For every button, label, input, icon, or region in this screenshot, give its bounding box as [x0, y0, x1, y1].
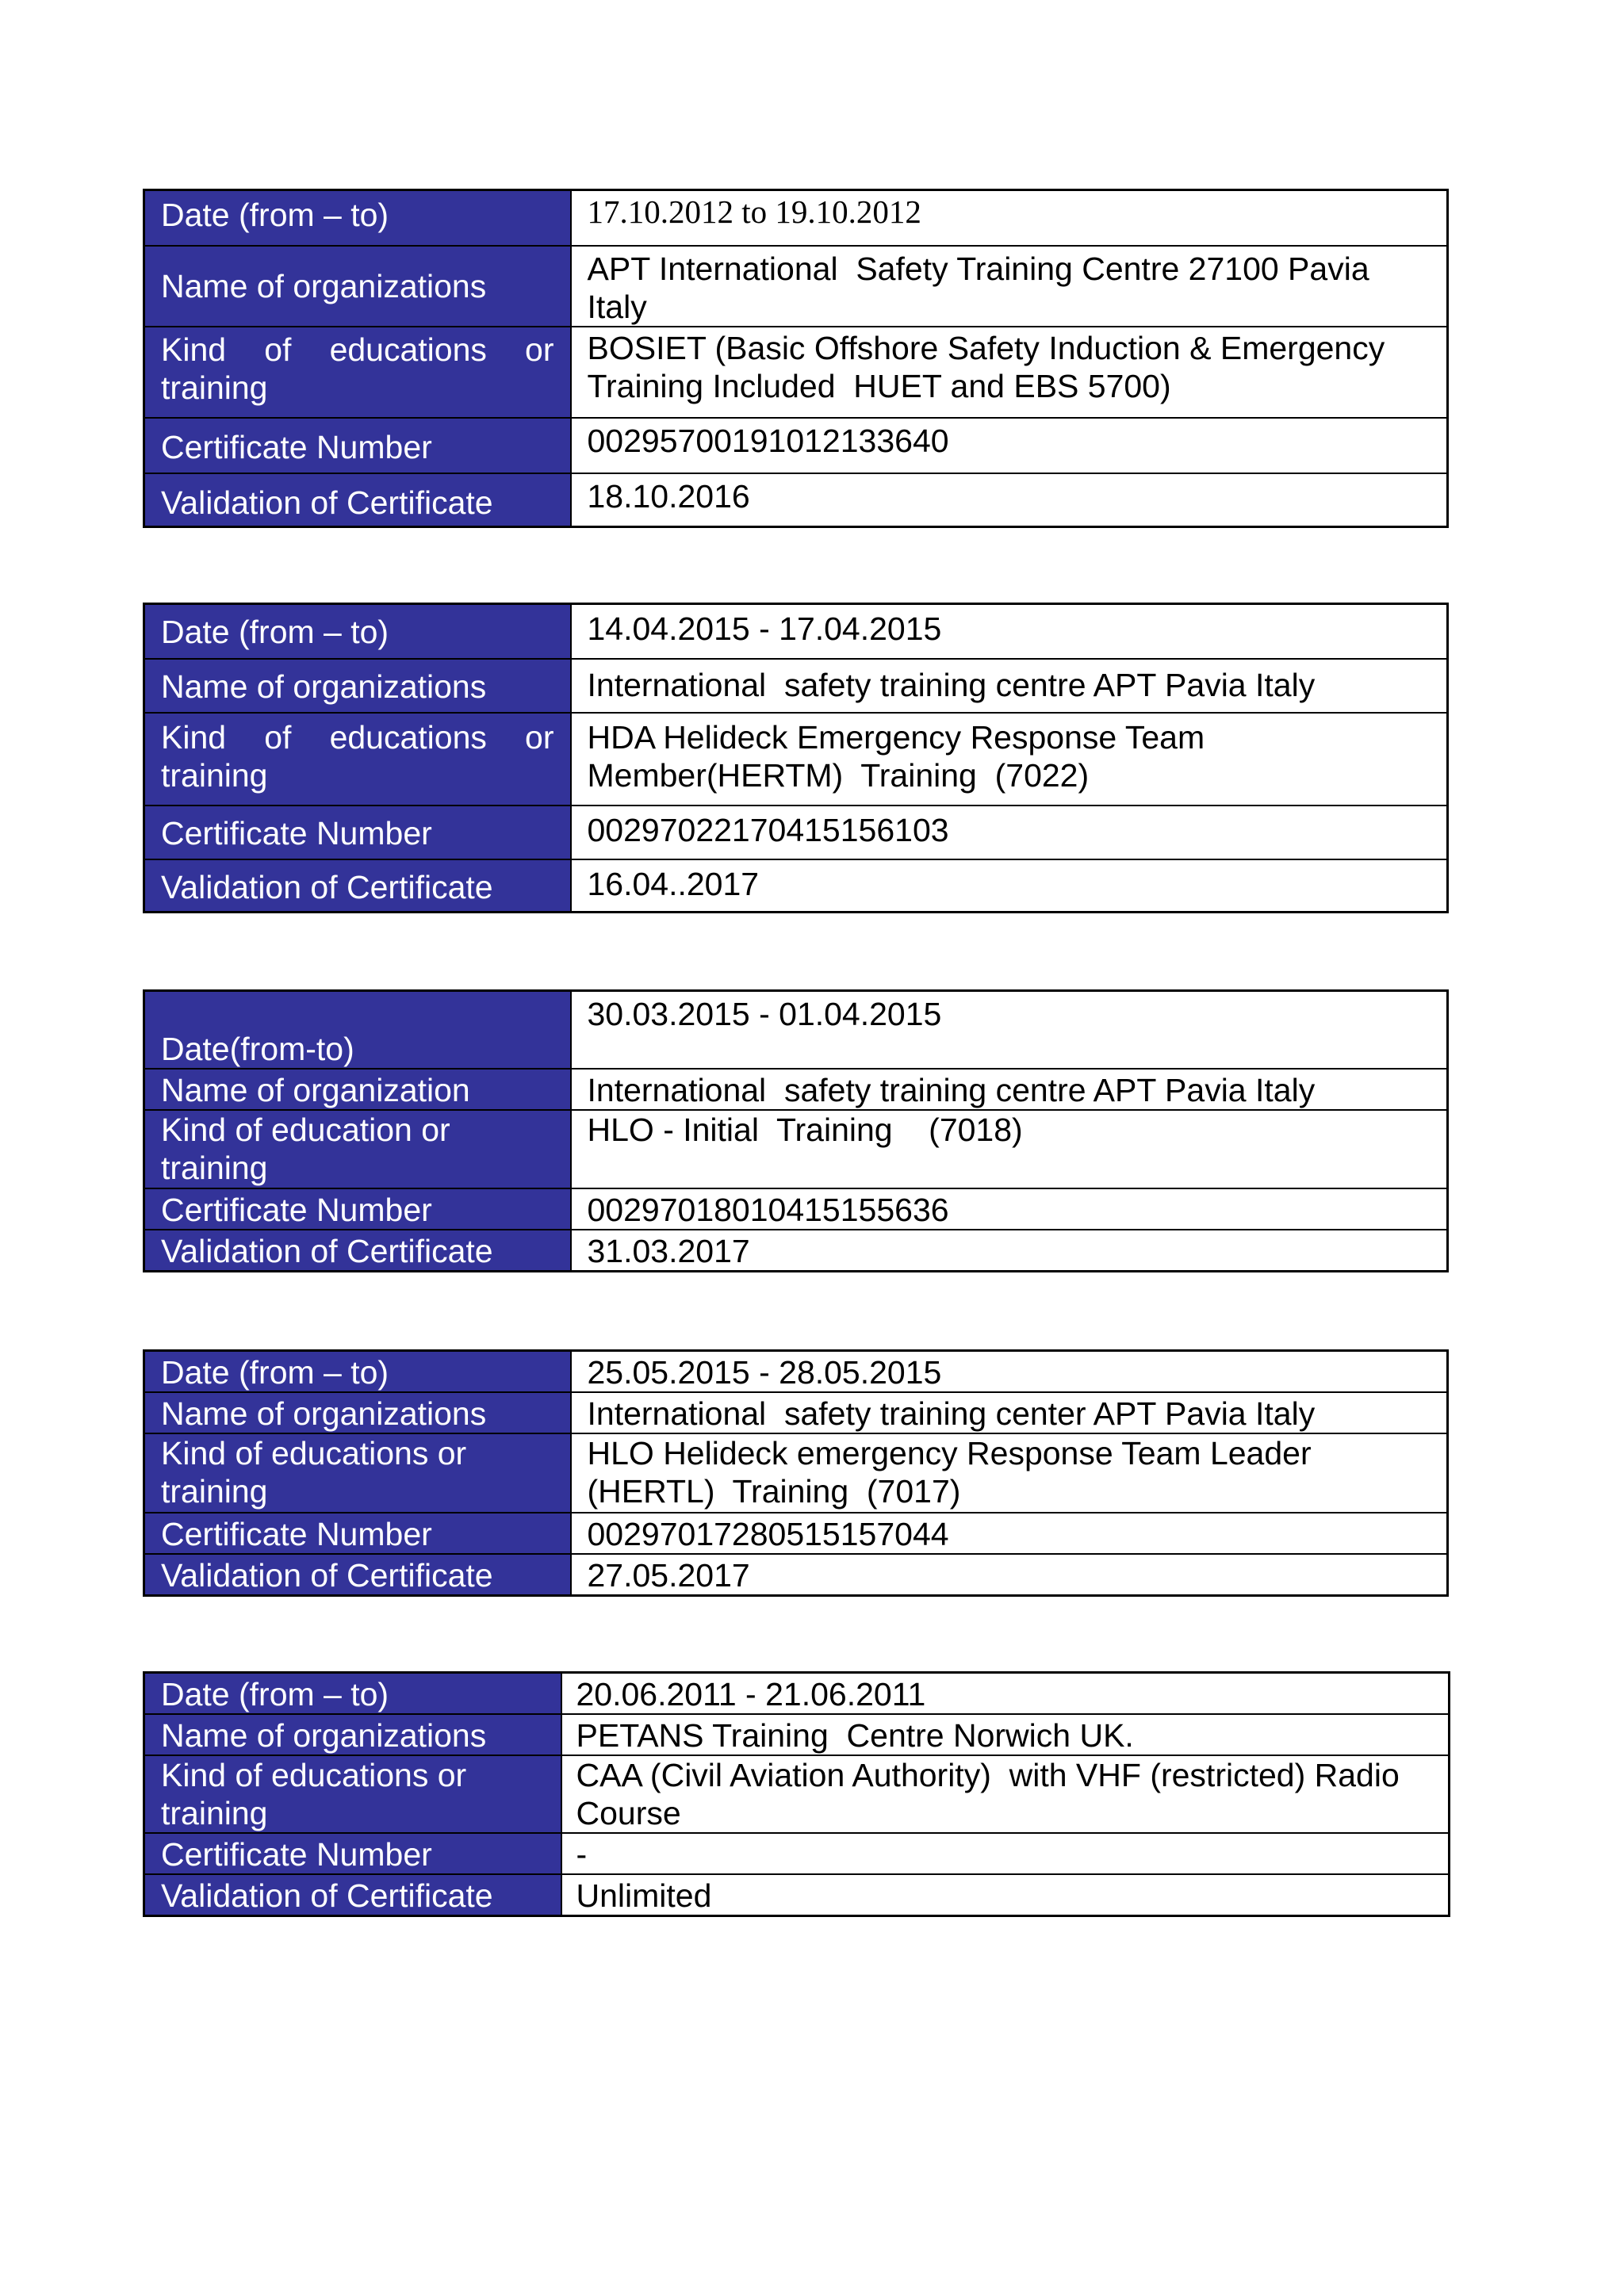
table-row: [144, 1874, 1450, 1916]
education-value: HLO - Initial Training (7018): [571, 1110, 1448, 1188]
education-label: Kind of education or training: [144, 1110, 571, 1188]
date-value: 17.10.2012 to 19.10.2012: [571, 190, 1448, 246]
table-row: [144, 713, 1448, 806]
validation-label: Validation of Certificate: [144, 1554, 571, 1596]
education-label: Kind of educations or training: [144, 1433, 571, 1513]
table-row: [144, 327, 1448, 418]
organization-label: Name of organizations: [144, 659, 571, 713]
organization-value: International safety training centre APT Pavia Italy: [571, 1069, 1448, 1110]
table-row: [144, 1433, 1448, 1513]
education-label: Kind of educations or training: [144, 327, 571, 418]
organization-label: Name of organization: [144, 1069, 571, 1110]
table-row: [144, 1230, 1448, 1272]
certificate-number-label: Certificate Number: [144, 806, 571, 859]
certificate-number-label: Certificate Number: [144, 1833, 561, 1874]
certificate-number-value: 00297018010415155636: [571, 1188, 1448, 1230]
certificate-table-hertl: [143, 1349, 1449, 1597]
table-row: [144, 473, 1448, 527]
table-row: [144, 991, 1448, 1069]
table-row: [144, 1755, 1450, 1833]
table-row: [144, 1069, 1448, 1110]
certificate-number-label: Certificate Number: [144, 418, 571, 473]
date-value: 30.03.2015 - 01.04.2015: [571, 991, 1448, 1069]
certificate-table-bosiet: [143, 189, 1449, 528]
table-row: [144, 1110, 1448, 1188]
certificate-number-value: -: [561, 1833, 1450, 1874]
certificate-number-value: 00297022170415156103: [571, 806, 1448, 859]
table-row: [144, 418, 1448, 473]
organization-value: International safety training centre APT Pavia Italy: [571, 659, 1448, 713]
table-row: [144, 859, 1448, 913]
date-value: 20.06.2011 - 21.06.2011: [561, 1673, 1450, 1715]
certificate-number-label: Certificate Number: [144, 1513, 571, 1554]
date-label: Date (from – to): [144, 604, 571, 659]
certificate-number-value: 00297017280515157044: [571, 1513, 1448, 1554]
validation-value: 31.03.2017: [571, 1230, 1448, 1272]
table-row: [144, 1673, 1450, 1715]
date-label: Date (from – to): [144, 1673, 561, 1715]
table-row: [144, 1513, 1448, 1554]
validation-label: Validation of Certificate: [144, 859, 571, 913]
date-label: Date (from – to): [144, 190, 571, 246]
certificate-table-hertm: [143, 603, 1449, 913]
table-row: [144, 659, 1448, 713]
table-row: [144, 1392, 1448, 1433]
organization-value: International safety training center APT Pavia Italy: [571, 1392, 1448, 1433]
validation-label: Validation of Certificate: [144, 1874, 561, 1916]
table-row: [144, 1554, 1448, 1596]
organization-label: Name of organizations: [144, 1392, 571, 1433]
table-row: [144, 190, 1448, 246]
table-row: [144, 806, 1448, 859]
validation-label: Validation of Certificate: [144, 473, 571, 527]
table-row: [144, 1833, 1450, 1874]
date-label: Date(from-to): [144, 991, 571, 1069]
education-value: BOSIET (Basic Offshore Safety Induction & Emergency Training Included HUET and EBS 5700): [571, 327, 1448, 418]
education-label: Kind of educations or training: [144, 713, 571, 806]
education-value: CAA (Civil Aviation Authority) with VHF (restricted) Radio Course: [561, 1755, 1450, 1833]
validation-label: Validation of Certificate: [144, 1230, 571, 1272]
certificate-table-hlo-initial: [143, 989, 1449, 1272]
organization-value: APT International Safety Training Centre 27100 Pavia Italy: [571, 246, 1448, 327]
validation-value: 18.10.2016: [571, 473, 1448, 527]
table-row: [144, 1714, 1450, 1755]
organization-label: Name of organizations: [144, 1714, 561, 1755]
table-row: [144, 1188, 1448, 1230]
table-row: [144, 604, 1448, 659]
date-label: Date (from – to): [144, 1351, 571, 1393]
certificate-number-label: Certificate Number: [144, 1188, 571, 1230]
education-value: HDA Helideck Emergency Response Team Member(HERTM) Training (7022): [571, 713, 1448, 806]
education-label: Kind of educations or training: [144, 1755, 561, 1833]
education-value: HLO Helideck emergency Response Team Leader (HERTL) Training (7017): [571, 1433, 1448, 1513]
date-value: 14.04.2015 - 17.04.2015: [571, 604, 1448, 659]
organization-label: Name of organizations: [144, 246, 571, 327]
table-row: [144, 1351, 1448, 1393]
certificate-number-value: 00295700191012133640: [571, 418, 1448, 473]
validation-value: Unlimited: [561, 1874, 1450, 1916]
table-row: [144, 246, 1448, 327]
validation-value: 16.04..2017: [571, 859, 1448, 913]
validation-value: 27.05.2017: [571, 1554, 1448, 1596]
date-value: 25.05.2015 - 28.05.2015: [571, 1351, 1448, 1393]
certificate-table-caa-vhf: [143, 1671, 1450, 1917]
organization-value: PETANS Training Centre Norwich UK.: [561, 1714, 1450, 1755]
